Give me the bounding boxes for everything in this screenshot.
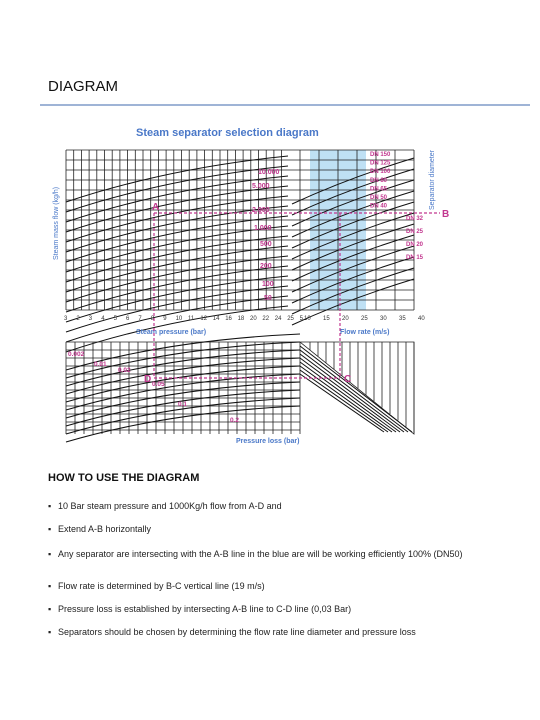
point-c: C [344, 374, 352, 385]
flow-curve-label: 500 [260, 241, 272, 248]
flow-tick-label: 20 [342, 316, 349, 322]
steam-pressure-label: Steam pressure (bar) [136, 329, 207, 336]
howto-item-text: 10 Bar steam pressure and 1000Kg/h flow from A-D and [58, 501, 282, 511]
flow-rate-label: Flow rate (m/s) [340, 329, 390, 336]
flow-tick-label: 25 [361, 316, 368, 322]
dn-label: DN 100 [370, 169, 391, 176]
pressure-tick-label: 5 [299, 316, 303, 322]
dn-label: DN 20 [406, 242, 424, 248]
howto-item: ▪ Flow rate is determined by B-C vertical line (19 m/s) [48, 581, 265, 591]
howto-item: ▪ Any separator are intersecting with the A-B line in the blue are will be working efficiently 100% (DN50) [48, 549, 463, 559]
loss-curve-label: 0.1 [178, 401, 188, 408]
dn-label: DN 150 [370, 152, 391, 158]
dn-label: DN 25 [406, 229, 424, 235]
loss-curve-label: 0.01 [94, 361, 107, 368]
howto-item-text: Any separator are intersecting with the A-B line in the blue are will be working efficiently 100% (DN50) [58, 549, 463, 559]
flow-curve-label: 200 [260, 263, 272, 270]
loss-curve-label: 0.05 [152, 381, 165, 388]
flow-tick-label: 15 [323, 316, 330, 322]
flow-curve-label: 10.000 [258, 169, 280, 176]
diagram-title: Steam separator selection diagram [136, 127, 319, 139]
pressure-tick-label: 9 [163, 316, 167, 322]
flow-tick-label: 35 [399, 316, 406, 322]
pressure-tick-label: 25 [287, 316, 294, 322]
y-axis-label: Steam mass flow (kg/h) [53, 186, 60, 260]
pressure-tick-label: 5 [113, 316, 117, 322]
pressure-tick-label: 7 [138, 316, 142, 322]
pressure-tick-label: 22 [262, 316, 270, 322]
page-title: DIAGRAM [48, 78, 119, 95]
point-b: B [442, 209, 450, 220]
howto-item-text: Separators should be chosen by determining the flow rate line diameter and pressure loss [58, 627, 416, 637]
flow-curve-label: 100 [262, 281, 274, 288]
point-a: A [152, 202, 160, 213]
flow-tick-label: 30 [380, 316, 387, 322]
pressure-tick-label: 16 [225, 316, 232, 322]
dn-label: DN 32 [406, 216, 424, 222]
pressure-tick-label: 24 [274, 316, 282, 322]
pressure-tick-label: 8 [150, 316, 155, 322]
howto-item-text: Pressure loss is established by intersecting A-B line to C-D line (0,03 Bar) [58, 604, 352, 614]
flow-curve-label: 50 [264, 295, 272, 302]
howto-item: ▪ Separators should be chosen by determining the flow rate line diameter and pressure loss [48, 627, 416, 637]
pressure-tick-label: 3 [88, 316, 93, 322]
pressure-tick-label: 18 [237, 316, 245, 322]
pressure-tick-label: 14 [212, 316, 220, 322]
steam-separator-diagram [48, 120, 454, 450]
pressure-tick-label: 2 [76, 316, 80, 322]
pressure-tick-label: 11 [188, 316, 195, 322]
pressure-tick-label: 20 [250, 316, 257, 322]
howto-item: ▪ Pressure loss is established by intersecting A-B line to C-D line (0,03 Bar) [48, 604, 352, 614]
howto-item-text: Flow rate is determined by B-C vertical line (19 m/s) [58, 581, 265, 591]
howto-item: ▪ 10 Bar steam pressure and 1000Kg/h flow from A-D and [48, 501, 282, 511]
dn-label: DN 65 [370, 186, 388, 193]
flow-tick-label: 40 [418, 316, 425, 322]
title-divider [40, 104, 530, 106]
loss-curve-label: 0.2 [230, 417, 240, 424]
howto-item: ▪ Extend A-B horizontally [48, 524, 152, 534]
pressure-tick-label: 6 [126, 316, 130, 322]
pressure-tick-label: 12 [200, 316, 208, 322]
dn-label: DN 50 [370, 195, 388, 201]
dn-label: DN 40 [370, 203, 388, 210]
howto-heading: HOW TO USE THE DIAGRAM [48, 472, 200, 484]
dn-label: DN 80 [370, 177, 388, 184]
loss-curve-label: 0.002 [68, 351, 85, 358]
point-d: D [144, 374, 152, 385]
pressure-loss-label: Pressure loss (bar) [236, 438, 300, 445]
dn-label: DN 15 [406, 255, 424, 261]
flow-tick-label: 10 [304, 316, 311, 322]
right-axis-label: Separator diameter [429, 150, 436, 210]
loss-curve-label: 0.02 [118, 367, 131, 374]
howto-item-text: Extend A-B horizontally [58, 524, 152, 534]
flow-curve-label: 1.000 [254, 225, 272, 232]
flow-curve-label: 5.000 [252, 183, 270, 190]
flow-curve-label: 2.000 [252, 207, 270, 214]
pressure-tick-label: 10 [175, 316, 183, 322]
pressure-tick-label: 3 [64, 316, 68, 322]
pressure-tick-label: 4 [101, 316, 105, 322]
dn-label: DN 125 [370, 160, 391, 167]
